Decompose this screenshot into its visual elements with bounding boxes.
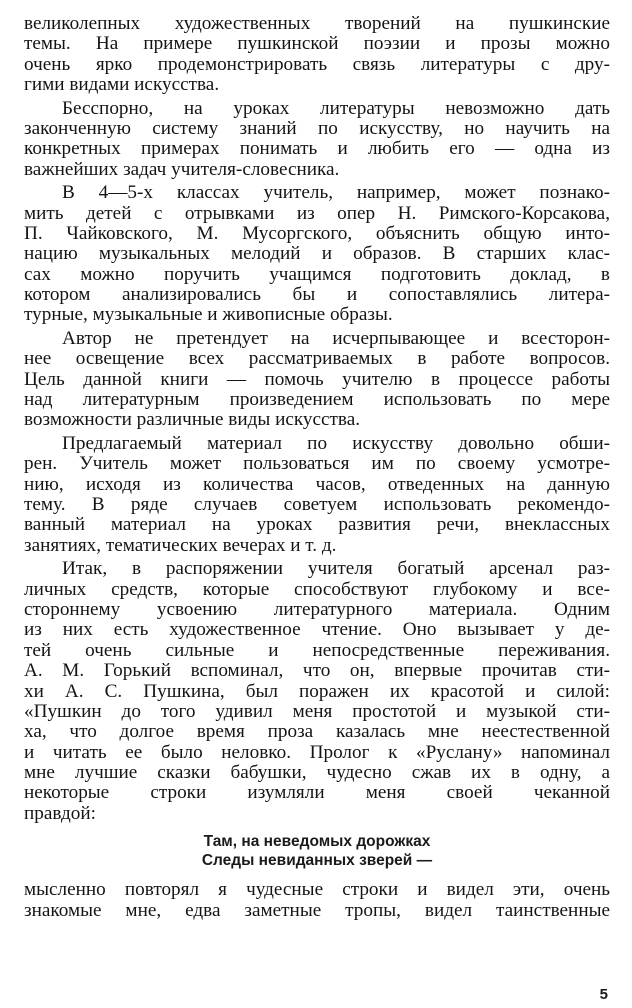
text-line: А. М. Горький вспоминал, что он, впервые прочитав сти- <box>24 661 610 682</box>
paragraph-3 <box>24 183 610 326</box>
paragraph-4 <box>24 329 610 431</box>
text-line: котором анализировались бы и сопоставлялись литера- <box>24 285 610 306</box>
text-line: П. Чайковского, М. Мусоргского, объяснить общую инто- <box>24 223 610 244</box>
text-line: Цель данной книги — помочь учителю в процессе работы <box>24 369 610 390</box>
text-line: турные, музыкальные и живописные образы. <box>24 305 393 326</box>
text-line: великолепных художественных творений на пушкинские <box>24 14 610 34</box>
text-line: рен. Учитель может пользоваться им по своему усмотре- <box>24 454 610 475</box>
paragraph-5 <box>24 434 610 556</box>
text-line: «Пушкин до того удивил меня простотой и музыкой сти- <box>24 701 610 722</box>
page-body <box>24 14 610 924</box>
text-line: личных средств, которые способствуют глубокому и все- <box>24 579 610 600</box>
verse-line: Следы невиданных зверей — <box>201 852 433 870</box>
text-line: ха, что долгое время проза казалась мне неестественной <box>24 722 610 743</box>
text-line: над литературным произведением использовать по мере <box>24 390 610 411</box>
text-line: некоторые строки изумляли меня своей чеканной <box>24 783 610 804</box>
verse-line: Там, на неведомых дорожках <box>203 833 431 851</box>
verse-quote <box>24 832 610 870</box>
text-line: очень ярко продемонстрировать связь литературы с дру- <box>24 54 610 75</box>
text-line: хи А. С. Пушкина, был поражен их красотой и силой: <box>24 681 610 702</box>
text-line: знакомые мне, едва заметные тропы, видел таинственные <box>24 900 610 921</box>
text-line: гими видами искусства. <box>24 75 220 96</box>
text-line: ванный материал на уроках развития речи, внеклассных <box>24 515 610 536</box>
text-line: нию, исходя из количества часов, отведенных на данную <box>24 474 610 495</box>
text-line: Бесспорно, на уроках литературы невозможно дать <box>62 98 610 119</box>
text-line: из них есть художественное чтение. Оно вызывает у де- <box>24 620 610 641</box>
text-line: важнейших задач учителя-словесника. <box>24 159 340 180</box>
paragraph-2 <box>24 99 610 181</box>
text-line: конкретных примерах понимать и любить его — одна из <box>24 139 610 160</box>
text-line: нее освещение всех рассматриваемых в работе вопросов. <box>24 349 610 370</box>
text-line: мысленно повторял я чудесные строки и видел эти, очень <box>24 880 610 901</box>
text-line: мне лучшие сказки бабушки, чудесно сжав их в одну, а <box>24 763 610 784</box>
text-line: сах можно поручить учащимся подготовить доклад, в <box>24 264 610 285</box>
text-line: и читать ее было неловко. Пролог к «Руслану» напоминал <box>24 742 610 763</box>
text-line: нацию музыкальных мелодий и образов. В старших клас- <box>24 244 610 265</box>
paragraph-6 <box>24 559 610 824</box>
text-line: стороннему усвоению литературного материала. Одним <box>24 599 610 620</box>
page-number: 5 <box>599 986 608 1003</box>
text-line: тему. В ряде случаев советуем использовать рекомендо- <box>24 494 610 515</box>
text-line: Итак, в распоряжении учителя богатый арсенал раз- <box>62 559 610 580</box>
text-line: В 4—5-х классах учитель, например, может познако- <box>62 183 610 204</box>
paragraph-1 <box>24 14 610 96</box>
text-line: Предлагаемый материал по искусству довольно обши- <box>62 433 610 454</box>
text-line: мить детей с отрывками из опер Н. Римского-Корсакова, <box>24 203 610 224</box>
closing-paragraph <box>24 880 610 921</box>
text-line: занятиях, тематических вечерах и т. д. <box>24 535 337 556</box>
text-line: законченную систему знаний по искусству, но научить на <box>24 118 610 139</box>
text-line: темы. На примере пушкинской поэзии и прозы можно <box>24 34 610 55</box>
text-line: правдой: <box>24 803 96 824</box>
text-line: возможности различные виды искусства. <box>24 410 361 431</box>
text-line: тей очень сильные и непосредственные переживания. <box>24 640 610 661</box>
text-line: Автор не претендует на исчерпывающее и всесторон- <box>62 328 610 349</box>
